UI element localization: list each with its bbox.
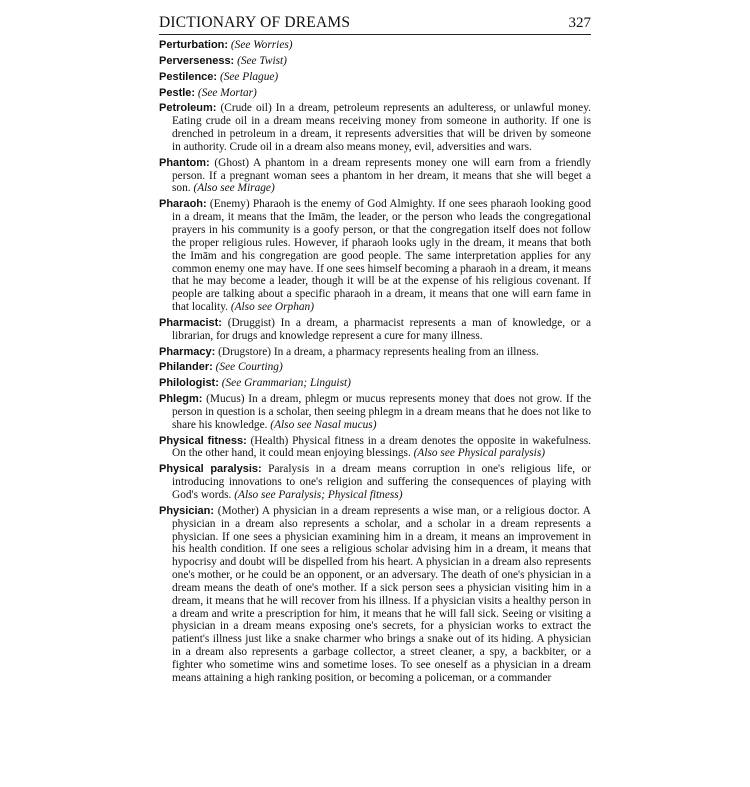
entry-cross-reference: (Also see Physical paralysis) [413,447,546,460]
page-number: 327 [568,15,591,31]
entry-term: Perturbation: [159,39,229,51]
entry-pestilence [159,71,591,84]
entry-cross-reference: (See Grammarian; Linguist) [221,377,351,390]
entry-pharmacy [159,346,591,359]
entry-cross-reference: (See Plague) [219,70,279,83]
entry-term: Phantom: [159,156,210,169]
entry-physical-fitness [159,435,591,461]
entry-term: Pestilence: [159,70,218,83]
book-title: DICTIONARY OF DREAMS [159,14,351,31]
entry-cross-reference: (See Mortar) [197,86,257,99]
entry-cross-reference: (See Twist) [237,54,287,67]
entry-phlegm [159,393,591,432]
entry-term: Phlegm: [159,393,203,406]
entry-cross-reference: (Also see Paralysis; Physical fitness) [234,489,403,501]
entry-text: (Druggist) In a dream, a pharmacist represents a man of knowledge, or a librarian, for drugs and knowledge represent a cure for many illness. [172,316,591,342]
entry-phantom [159,157,591,196]
entry-petroleum [159,102,591,153]
entry-term: Physician: [159,504,215,517]
entry-pharaoh [159,198,591,314]
entry-term: Perverseness: [159,54,235,67]
entry-physician [159,505,591,685]
entry-term: Philologist: [159,377,219,390]
entry-perverseness [159,55,591,68]
entry-text: (Enemy) Pharaoh is the enemy of God Almighty. If one sees pharaoh looking good in a dream, it means that the Imām, the leader, or the person who leads the congregational prayers in his community is a goofy person, or that the congregation itself does not follow the proper religious rules. However, if pharaoh looks ugly in the dream, it means that both the Imām and his congregation are good people. The same interpretation applies for any common enemy one may have. If one sees himself becoming a pharaoh in a dream, it means that he may become a leader, though it will be at the expense of his religious covenant. If people are talking about a specific pharaoh in a dream, it means that one will earn fame in that locality. [172,198,591,314]
entry-text: Paralysis in a dream means corruption in one's religious life, or introducing innovations to one's religion and suffering the consequences of playing with God's words. [172,463,591,501]
entry-cross-reference: (Also see Orphan) [230,301,314,314]
entry-cross-reference: (Also see Mirage) [193,182,275,195]
entry-term: Petroleum: [159,102,217,115]
dictionary-page [159,14,591,688]
entry-cross-reference: (See Worries) [230,39,293,51]
entry-pestle [159,87,591,100]
entry-text: (Mucus) In a dream, phlegm or mucus represents money that does not grow. If the person in question is a scholar, then seeing phlegm in a dream means that he does not like to share his knowledge. [172,393,591,431]
entry-term: Physical fitness: [159,434,247,447]
entry-philologist [159,377,591,390]
entry-term: Pharmacist: [159,316,222,329]
entry-term: Physical paralysis: [159,463,262,476]
entry-term: Pharmacy: [159,345,216,358]
entry-pharmacist [159,317,591,343]
entry-text: (Crude oil) In a dream, petroleum represents an adulteress, or unlawful money. Eating crude oil in a dream means receiving money from someone in authority. If one is drenched in petroleum in a dream, it represents adversities that will be driven by someone in authority. Crude oil in a dream also means money, evil, adversities and wars. [172,102,591,153]
entry-philander [159,361,591,374]
entry-text: (Ghost) A phantom in a dream represents money one will earn from a friendly person. If a pregnant woman sees a phantom in her dream, it means that she will beget a son. [172,156,591,195]
entry-term: Philander: [159,361,213,374]
entry-perturbation [159,39,591,52]
entry-text: (Health) Physical fitness in a dream denotes the opposite in wakefulness. On the other hand, it could mean enjoying blessings. [172,434,591,460]
entry-term: Pharaoh: [159,198,207,211]
entry-text: (Drugstore) In a dream, a pharmacy represents healing from an illness. [218,345,539,358]
entry-cross-reference: (See Courting) [215,361,283,374]
running-header [159,14,591,35]
entry-cross-reference: (Also see Nasal mucus) [270,418,377,431]
entry-text: (Mother) A physician in a dream represents a wise man, or a religious doctor. A physician in a dream also represents a scholar, and a scholar in a dream represents a physician. If one sees a physician examining him in a dream, it means an improvement in his health condition. If one sees a religious scholar advising him in a dream, it means that hypocrisy and doubt will be dispelled from his heart. A physician in a dream also represents one's mother, or he could be an opponent, or an adversary. The death of one's physician in a dream means the death of one's mother. If a sick person sees a physician visiting him in a dream, it means that he will recover from his illness. If a physician visits a healthy person in a dream and write a prescription for him, it means that he will fall sick. Seeing or visiting a physician in a dream means exposing one's secrets, for a physician works to extract the patient's illness just like a snake charmer who brings a snake out of its hiding. A physician in a dream also represents a garbage collector, a street cleaner, a spy, a backbiter, or a fighter who sometime wins and sometime loses. To see oneself as a physician in a dream means attaining a high ranking position, or becoming a policeman, or a commander [172,504,591,684]
entry-term: Pestle: [159,86,196,99]
entry-physical-paralysis [159,463,591,502]
